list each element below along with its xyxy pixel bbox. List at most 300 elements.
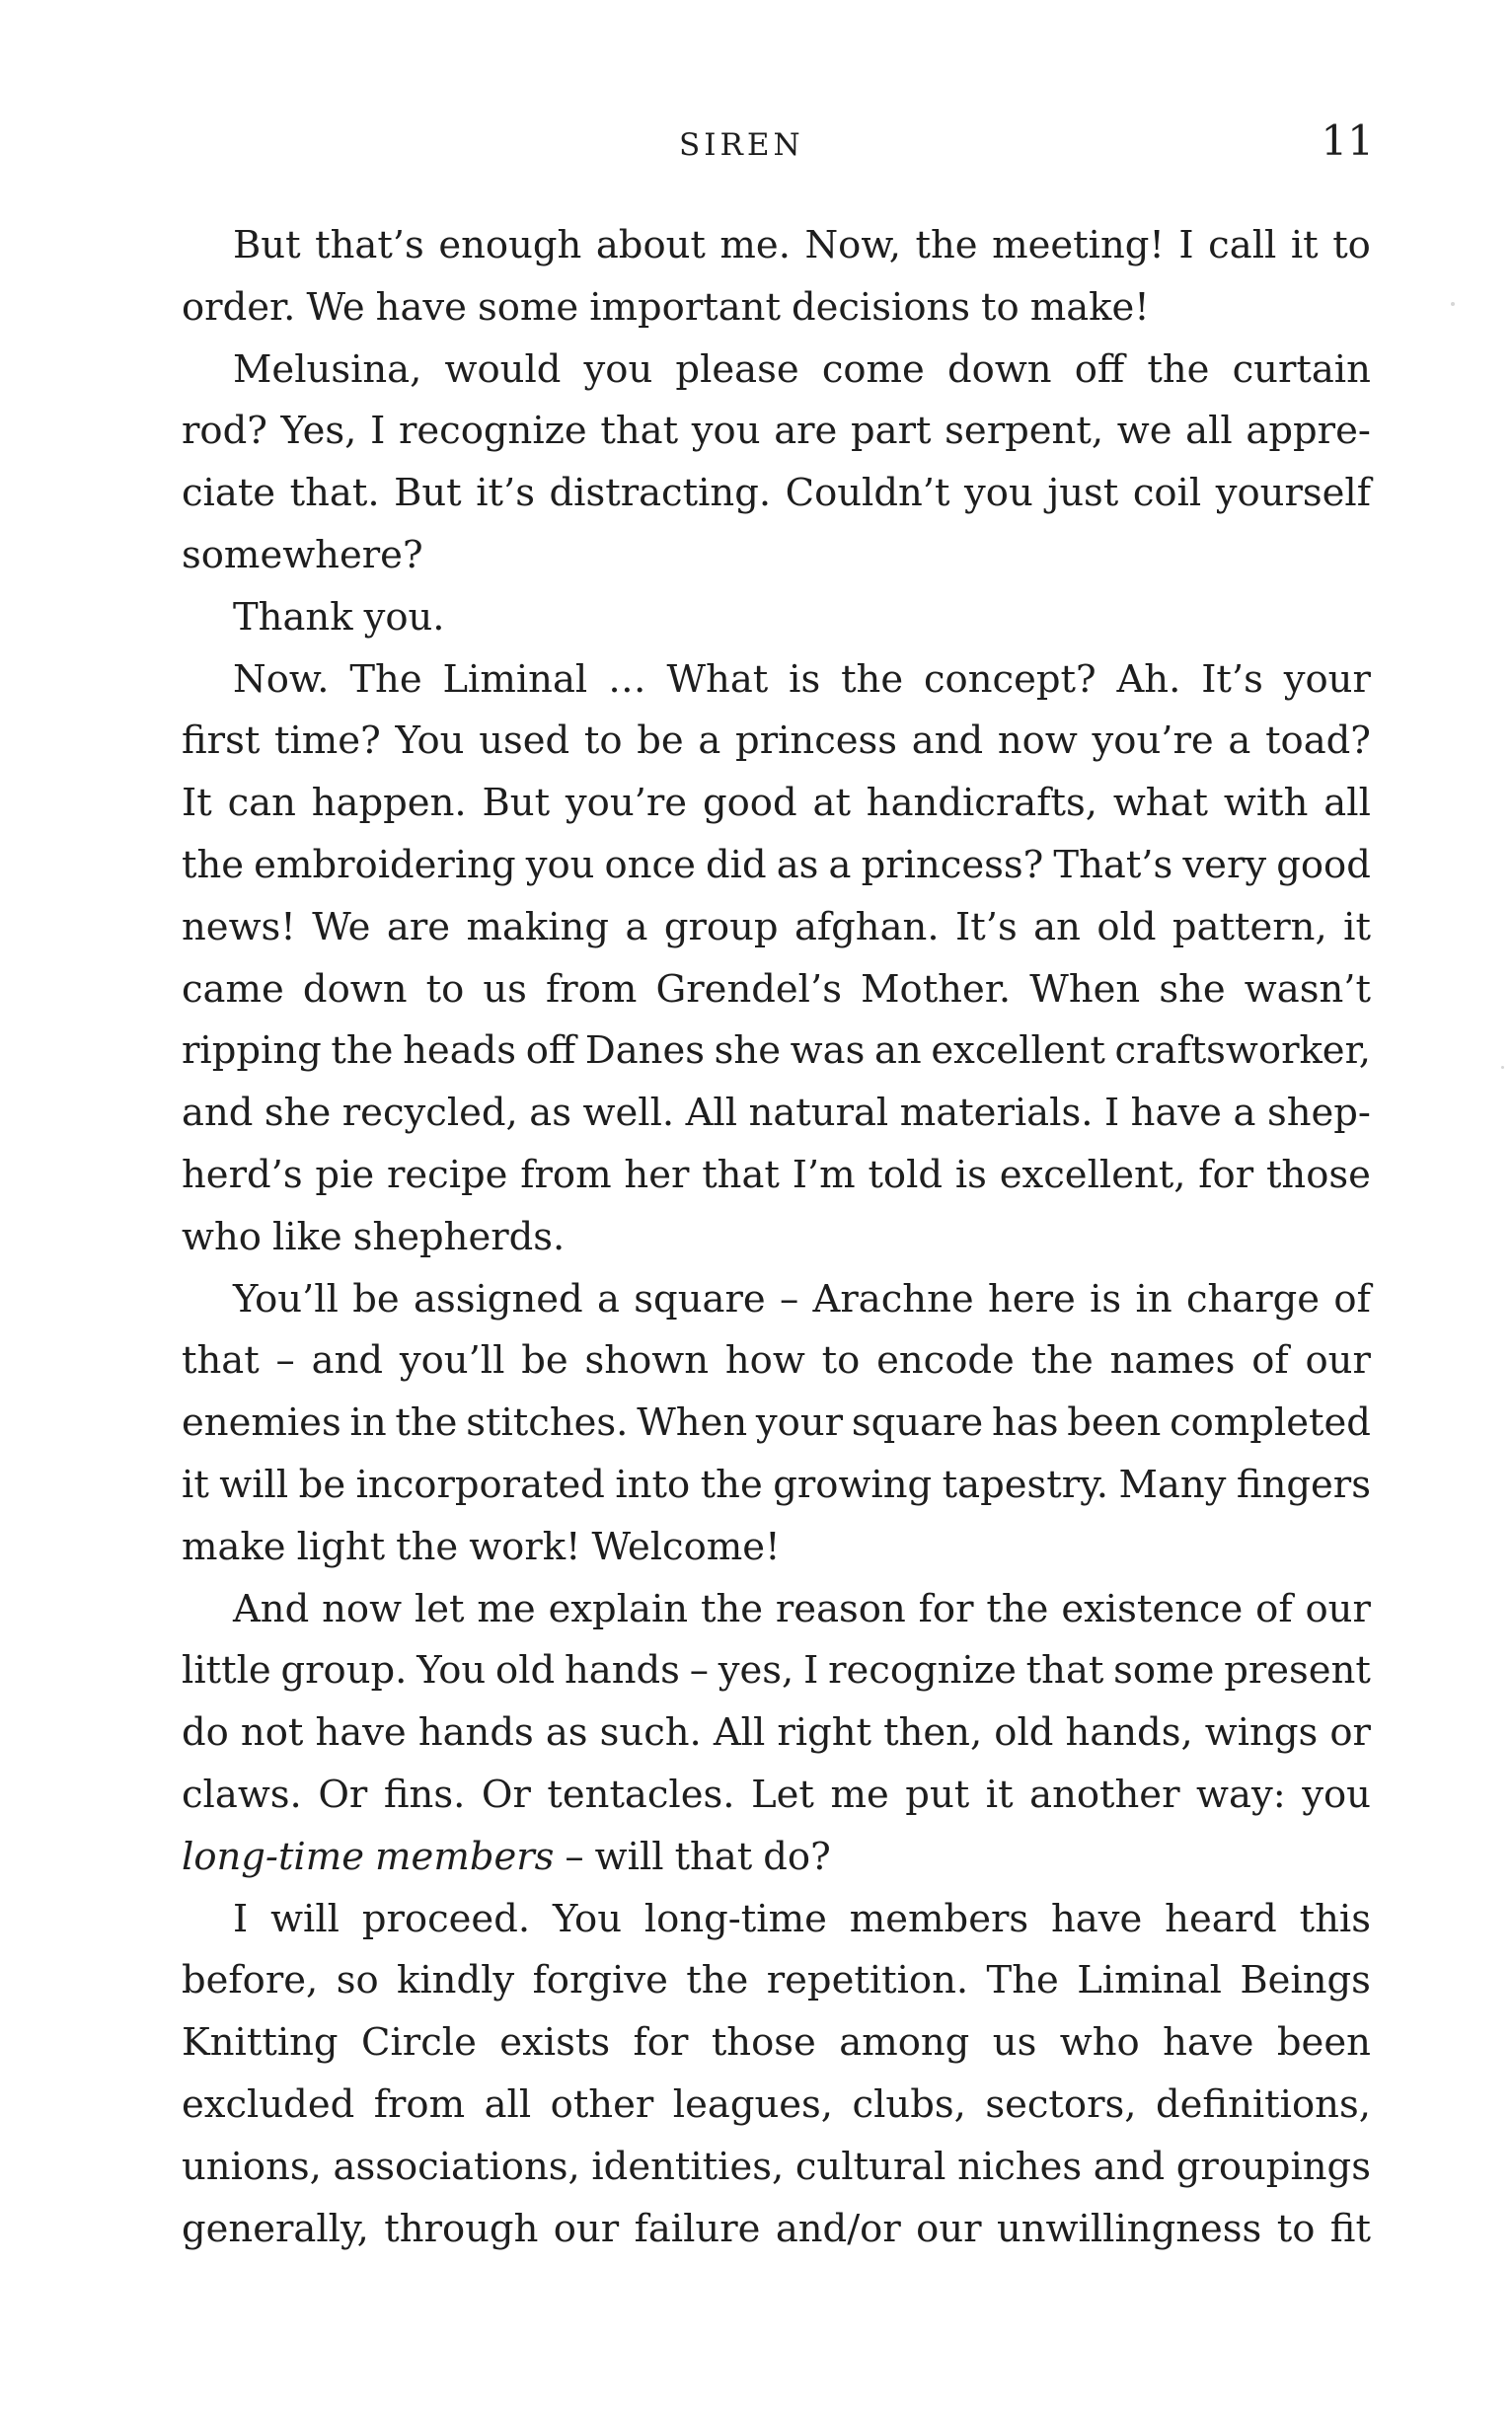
text-line	[182, 835, 1371, 897]
word: us	[483, 966, 527, 1012]
word: will	[219, 1462, 289, 1507]
word: present	[1224, 1648, 1371, 1694]
word: in	[1135, 1276, 1172, 1322]
word: she	[714, 1028, 782, 1074]
word: incorporated	[355, 1462, 605, 1507]
word: have	[1130, 1091, 1222, 1136]
word: work!	[469, 1524, 581, 1569]
text-line	[182, 1330, 1371, 1393]
word: in	[349, 1400, 387, 1446]
word: recipe	[386, 1152, 508, 1197]
word: and	[1093, 2144, 1166, 2189]
word: fingers	[1236, 1462, 1371, 1507]
word: Welcome!	[591, 1524, 781, 1569]
text-line	[182, 1083, 1371, 1145]
word: among	[839, 2020, 970, 2066]
word: are	[774, 409, 838, 454]
word: you	[1302, 1772, 1371, 1817]
word: as	[545, 1710, 588, 1756]
word: square	[634, 1276, 766, 1322]
word: I	[1103, 1091, 1120, 1136]
word: news!	[182, 904, 296, 949]
word: to	[1276, 2206, 1316, 2251]
word: make	[182, 1524, 286, 1569]
word: can	[227, 781, 296, 826]
word: Let	[751, 1772, 814, 1817]
word: all	[484, 2081, 532, 2127]
word: way:	[1196, 1772, 1286, 1817]
word: first	[182, 718, 261, 764]
word: not	[240, 1710, 304, 1756]
word: been	[1067, 1400, 1162, 1446]
word: is	[1090, 1276, 1122, 1322]
text-line	[182, 1765, 1371, 1827]
word: I’m	[792, 1152, 856, 1197]
word: materials.	[899, 1091, 1094, 1136]
word: the	[395, 1400, 458, 1446]
word: the	[700, 1586, 764, 1631]
word: herd’s	[182, 1152, 303, 1197]
word: Or	[318, 1772, 368, 1817]
word: enemies	[182, 1400, 341, 1446]
word: then,	[883, 1710, 983, 1756]
word: You	[552, 1896, 622, 1941]
word: forgive	[532, 1958, 668, 2003]
word: who	[1059, 2020, 1140, 2066]
word: craftsworker,	[1114, 1028, 1371, 1074]
text-line	[182, 587, 1371, 649]
word: you’re	[565, 781, 688, 826]
word: proceed.	[361, 1896, 531, 1941]
word: her	[624, 1152, 690, 1197]
word: concept?	[923, 656, 1096, 702]
word: be	[298, 1462, 346, 1507]
word: good	[702, 781, 797, 826]
word: enough	[438, 223, 582, 267]
word: be	[352, 1276, 400, 1322]
word: it	[1290, 223, 1319, 267]
word: order.	[182, 284, 296, 330]
text-line	[182, 1517, 1371, 1579]
word: princess	[735, 718, 898, 764]
word: come	[821, 346, 925, 392]
word: unwillingness	[996, 2206, 1262, 2251]
text-line	[182, 649, 1371, 712]
word: old	[1096, 904, 1157, 949]
word: members	[849, 1896, 1029, 1941]
word: that’s	[315, 223, 424, 267]
word: to	[425, 966, 465, 1012]
word: now	[997, 718, 1078, 764]
word: our	[1305, 1586, 1371, 1631]
word: what	[1112, 781, 1208, 826]
word: When	[637, 1400, 748, 1446]
word: did	[705, 842, 767, 887]
word: distracting.	[549, 471, 772, 516]
word: shepherds.	[352, 1214, 566, 1259]
word: that	[702, 1152, 780, 1197]
word: excluded	[182, 2081, 355, 2127]
word: have	[1051, 1896, 1143, 1941]
word: to	[981, 284, 1020, 330]
word: heard	[1165, 1896, 1277, 1941]
word: part	[851, 409, 932, 454]
word: once	[604, 842, 696, 887]
word: names	[1109, 1338, 1236, 1384]
text-line	[182, 401, 1371, 463]
word: are	[386, 904, 451, 949]
word: and	[311, 1338, 384, 1384]
word: your	[755, 1400, 844, 1446]
word: handicrafts,	[866, 781, 1097, 826]
word: –	[565, 1834, 584, 1879]
text-line	[182, 897, 1371, 959]
word: Yes,	[280, 409, 357, 454]
word: ripping	[182, 1028, 322, 1074]
word: a	[1228, 718, 1251, 764]
text-line	[182, 773, 1371, 835]
word: you	[583, 346, 653, 392]
word: excellent	[931, 1028, 1105, 1074]
word: the	[841, 656, 904, 702]
word: how	[724, 1338, 805, 1384]
word: assigned	[414, 1276, 583, 1322]
word: the	[915, 223, 978, 267]
word: –	[779, 1276, 799, 1322]
word: will	[270, 1896, 340, 1941]
word: an	[1033, 904, 1081, 949]
word: unions,	[182, 2144, 322, 2189]
word: you	[691, 409, 761, 454]
word: an	[873, 1028, 922, 1074]
word: our	[1305, 1338, 1371, 1384]
word: important	[589, 284, 781, 330]
word: told	[868, 1152, 944, 1197]
word: Many	[1118, 1462, 1227, 1507]
word: for	[918, 1586, 974, 1631]
word: it’s	[476, 471, 535, 516]
word: recognize	[398, 409, 587, 454]
word: clubs,	[852, 2081, 966, 2127]
word: Grendel’s	[655, 966, 842, 1012]
text-line	[182, 1889, 1371, 1951]
text-line	[182, 1020, 1371, 1083]
word: Knitting	[182, 2020, 339, 2066]
text-line	[182, 1269, 1371, 1331]
word: Beings	[1240, 1958, 1371, 2003]
text-line	[182, 2137, 1371, 2199]
text-line	[182, 525, 1371, 587]
text-line	[182, 463, 1371, 525]
word: shown	[584, 1338, 710, 1384]
word: Arachne	[812, 1276, 974, 1322]
word: group	[663, 904, 779, 949]
word: who	[182, 1214, 262, 1259]
word: meeting!	[992, 223, 1165, 267]
word: a	[597, 1276, 620, 1322]
word: The	[986, 1958, 1059, 2003]
word: toad?	[1265, 718, 1371, 764]
word: that	[674, 1834, 753, 1879]
word: the	[1147, 346, 1210, 392]
word: explain	[548, 1586, 689, 1631]
word: generally,	[182, 2206, 369, 2251]
word: she	[264, 1091, 332, 1136]
word: the	[182, 842, 245, 887]
word: decisions	[791, 284, 971, 330]
word: of	[1255, 1586, 1293, 1631]
word: And	[233, 1586, 310, 1631]
word: definitions,	[1155, 2081, 1371, 2127]
word: is	[789, 656, 821, 702]
text-line	[182, 340, 1371, 402]
word: into	[615, 1462, 691, 1507]
word: old	[495, 1648, 556, 1694]
word: a	[698, 718, 721, 764]
word: charge	[1185, 1276, 1321, 1322]
word: have	[1163, 2020, 1254, 2066]
word: embroidering	[254, 842, 516, 887]
word: as	[776, 842, 819, 887]
word: square	[851, 1400, 984, 1446]
word: You	[416, 1648, 487, 1694]
word: time?	[274, 718, 381, 764]
word: do	[182, 1710, 229, 1756]
word: call	[1208, 223, 1277, 267]
word: tentacles.	[547, 1772, 735, 1817]
word: It’s	[1201, 656, 1263, 702]
word: niches	[957, 2144, 1083, 2189]
word: wasn’t	[1244, 966, 1371, 1012]
word: Couldn’t	[785, 471, 950, 516]
page-number: 11	[1321, 116, 1374, 165]
word: it	[985, 1772, 1014, 1817]
word: growing	[773, 1462, 933, 1507]
word: long-time	[182, 1834, 365, 1879]
word: for	[633, 2020, 689, 2066]
word: is	[954, 1152, 987, 1197]
word: been	[1276, 2020, 1371, 2066]
word: tapestry.	[942, 1462, 1109, 1507]
word: of	[1251, 1338, 1289, 1384]
word: fit	[1329, 2206, 1371, 2251]
word: groupings	[1175, 2144, 1371, 2189]
word: Thank	[233, 594, 353, 640]
word: I	[803, 1648, 819, 1694]
text-line	[182, 1207, 1371, 1269]
word: it	[1343, 904, 1371, 949]
word: group.	[280, 1648, 408, 1694]
word: us	[992, 2020, 1037, 2066]
word: those	[1265, 1152, 1371, 1197]
word: excellent,	[999, 1152, 1186, 1197]
word: rod?	[182, 409, 267, 454]
word: all	[1185, 409, 1233, 454]
word: afghan.	[794, 904, 940, 949]
word: Danes	[584, 1028, 706, 1074]
word: we	[1116, 409, 1172, 454]
word: members	[375, 1834, 555, 1879]
word: making	[466, 904, 609, 949]
word: a	[625, 904, 648, 949]
word: –	[689, 1648, 709, 1694]
text-line	[182, 1702, 1371, 1765]
word: Now,	[804, 223, 901, 267]
word: another	[1029, 1772, 1180, 1817]
word: those	[711, 2020, 816, 2066]
word: off	[525, 1028, 576, 1074]
word: associations,	[333, 2144, 580, 2189]
word: good	[1276, 842, 1371, 887]
word: our	[916, 2206, 982, 2251]
word: We	[312, 904, 371, 949]
paper-speck	[1501, 1066, 1504, 1069]
text-line	[182, 215, 1371, 277]
text-line	[182, 1455, 1371, 1517]
word: That’s	[1053, 842, 1173, 887]
word: very	[1182, 842, 1267, 887]
word: sectors,	[985, 2081, 1137, 2127]
word: leagues,	[672, 2081, 834, 2127]
word: identities,	[591, 2144, 785, 2189]
word: you.	[363, 594, 445, 640]
word: will	[594, 1834, 664, 1879]
word: off	[1074, 346, 1125, 392]
word: our	[553, 2206, 620, 2251]
word: We	[306, 284, 365, 330]
word: long-time	[643, 1896, 827, 1941]
word: to	[821, 1338, 861, 1384]
word: used	[479, 718, 570, 764]
word: your	[1283, 656, 1371, 702]
word: It	[182, 781, 212, 826]
word: Liminal	[1077, 1958, 1222, 2003]
word: failure	[634, 2206, 761, 2251]
word: recognize	[828, 1648, 1017, 1694]
word: well.	[582, 1091, 675, 1136]
word: Mother.	[861, 966, 1012, 1012]
word: reason	[775, 1586, 906, 1631]
text-line	[182, 277, 1371, 340]
word: and	[182, 1091, 254, 1136]
word: that	[182, 1338, 260, 1384]
word: …	[608, 656, 646, 702]
text-line	[182, 1640, 1371, 1702]
word: make!	[1029, 284, 1150, 330]
word: the	[396, 1524, 459, 1569]
word: other	[550, 2081, 654, 2127]
text-line	[182, 959, 1371, 1021]
word: have	[315, 1710, 407, 1756]
word: now	[322, 1586, 403, 1631]
word: light	[296, 1524, 386, 1569]
word: have	[375, 284, 467, 330]
word: I	[370, 409, 386, 454]
word: that	[600, 409, 679, 454]
word: you	[964, 471, 1033, 516]
word: When	[1029, 966, 1141, 1012]
word: a	[1233, 1091, 1256, 1136]
word: from	[373, 2081, 466, 2127]
word: and	[911, 718, 984, 764]
word: at	[812, 781, 851, 826]
word: stitches.	[466, 1400, 629, 1446]
word: encode	[876, 1338, 1015, 1384]
word: curtain	[1232, 346, 1371, 392]
word: pattern,	[1172, 904, 1327, 949]
word: from	[546, 966, 638, 1012]
word: recycled,	[341, 1091, 518, 1136]
running-title: SIREN	[679, 127, 804, 163]
word: Circle	[361, 2020, 477, 2066]
word: put	[905, 1772, 970, 1817]
word: Melusina,	[233, 346, 422, 392]
word: Or	[481, 1772, 531, 1817]
word: the	[986, 1586, 1049, 1631]
word: Ah.	[1116, 656, 1181, 702]
word: she	[1159, 966, 1226, 1012]
word: somewhere?	[182, 532, 423, 577]
word: it	[182, 1462, 209, 1507]
paper-speck	[1451, 302, 1455, 306]
word: such.	[599, 1710, 702, 1756]
text-line	[182, 711, 1371, 773]
word: so	[336, 1958, 379, 2003]
word: You	[395, 718, 465, 764]
word: the	[686, 1958, 749, 2003]
word: before,	[182, 1958, 319, 2003]
word: just	[1047, 471, 1119, 516]
word: What	[666, 656, 769, 702]
text-line	[182, 1145, 1371, 1207]
word: as	[529, 1091, 572, 1136]
word: shep-	[1266, 1091, 1371, 1136]
word: yes,	[718, 1648, 794, 1694]
text-line	[182, 2075, 1371, 2137]
word: for	[1198, 1152, 1254, 1197]
word: fins.	[383, 1772, 466, 1817]
word: ciate	[182, 471, 276, 516]
word: But	[482, 781, 551, 826]
word: you’re	[1092, 718, 1214, 764]
word: hands	[564, 1648, 680, 1694]
word: right	[777, 1710, 872, 1756]
word: like	[271, 1214, 342, 1259]
word: has	[991, 1400, 1059, 1446]
word: would	[444, 346, 562, 392]
word: You’ll	[233, 1276, 339, 1322]
word: I	[233, 1896, 249, 1941]
word: natural	[748, 1091, 889, 1136]
word: heads	[403, 1028, 517, 1074]
word: from	[520, 1152, 612, 1197]
word: exists	[499, 2020, 611, 2066]
word: wings	[1204, 1710, 1319, 1756]
word: But	[233, 223, 301, 267]
word: pie	[315, 1152, 375, 1197]
word: hands,	[1065, 1710, 1193, 1756]
word: please	[675, 346, 799, 392]
word: all	[1323, 781, 1371, 826]
word: of	[1333, 1276, 1371, 1322]
text-line	[182, 1950, 1371, 2012]
word: some	[477, 284, 579, 330]
word: yourself	[1215, 471, 1371, 516]
word: claws.	[182, 1772, 302, 1817]
word: Now.	[233, 656, 330, 702]
word: The	[349, 656, 422, 702]
word: serpent,	[945, 409, 1104, 454]
